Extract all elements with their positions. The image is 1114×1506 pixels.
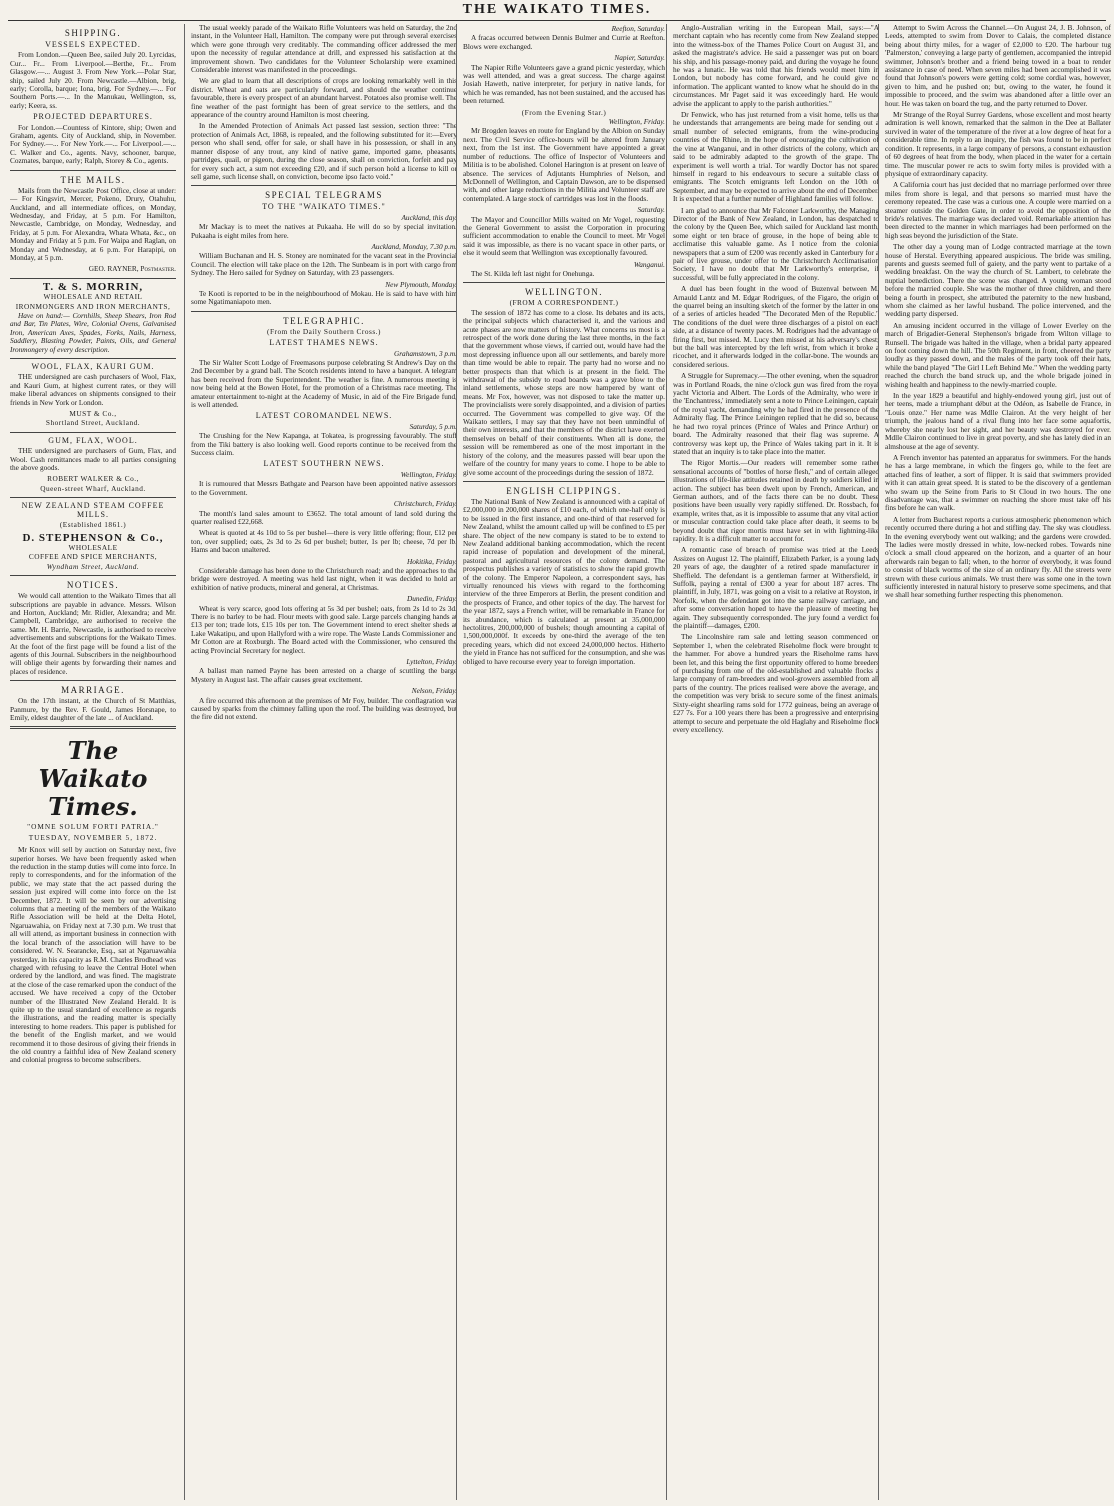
vessels-expected-heading: VESSELS EXPECTED. <box>45 40 141 49</box>
coromandel-news-text: The Crushing for the New Kapanga, at Tokatea, is progressing favourably. The stuff from the Tiki battery is also looking well. Good reports continue to be received from the Success claim. <box>191 431 457 458</box>
breach-of-promise-text: A romantic case of breach of promise was tried at the Leeds Assizes on August 12. The plaintiff, Elizabeth Parker, is a young lady 20 years of age, the daughter of a retired spade manufacturer in Sheffield. The defendant is a gentleman farmer at Withersfield, in Suffolk, paying a rental of £300 a year for about 187 acres. The plaintiff, in July, 1871, was going on a visit to a relative at Royston, in Norfolk, when the defendant got into the same railway carriage, and after some conversation hoped to have the pleasure of meeting her again. They subsequently corresponded. The jury found a verdict for the plaintiff—damages, £200. <box>673 545 879 631</box>
newspaper-motto: "OMNE SOLUM FORTI PATRIA." <box>27 822 159 832</box>
dateline: Dunedin, Friday. <box>406 594 457 604</box>
projected-departures-heading: PROJECTED DEPARTURES. <box>33 112 153 122</box>
dateline: Auckland, this day. <box>401 212 457 222</box>
southern-news-heading: LATEST SOUTHERN NEWS. <box>263 459 385 469</box>
bridal-party-text: An amusing incident occurred in the village of Lower Everley on the march of Brigadier-General Stephenson's brigade from Wilton village to Runsell. The brigade was halted in the village, when a bridal party appeared on foot coming down the hill. The 50th Regiment, in front, cheered the party loudly as they passed down, and the males of the party took off their hats, while the band played "The Girl I Left Behind Me." When the wedding party reached the church the band struck up, and the whole brigade joined in wishing health and happiness to the newly-married couple. <box>885 320 1111 389</box>
divider <box>10 680 176 681</box>
divider <box>10 170 176 171</box>
crops-text: We are glad to learn that all descriptions of crops are looking remarkably well in this district. Wheat and oats are particularly forward, and should the weather continue favourable, there is every prospect of an abundant harvest. Potatoes also promise well. The fine weather of the past fortnight has been of great service to the settlers, and the appearance of the country around Hamilton is most cheering. <box>191 76 457 120</box>
thames-news-heading: LATEST THAMES NEWS. <box>269 338 379 348</box>
dateline: Auckland, Monday, 7.30 p.m. <box>371 241 457 251</box>
telegraphic-heading: TELEGRAPHIC. <box>283 315 365 326</box>
wellington-article-text: The session of 1872 has come to a close. Its debates and its acts, the principal subjects which characterised it, and the various and acute phases are now matters of history. What concerns us most is a retrospect of the work done during the last three months, in the fact that the government whose views, if carried out, would have had the most depressing influence upon all our settlements, and barely more than time would be able to repair. The party had no worse and no better prospects than that which is at present in the field. The withdrawal of the subsidy to road boards was a grave blow to the inland settlements, whose steps are now hampered by want of means. Mr Fox, however, was not disposed to take the matter up. The provincialists were sorely disappointed, and a division of parties occurred. The Government was compelled to give way. Of the Waikato settlers, I may say that they have not been unmindful of their own interests, and that the members of the district have exerted themselves on behalf of their constituents. When all is done, the session will be remembered as one of the most important in the history of the colony, and the measures passed will bear upon the welfare of the country for many years to come. I hope to be able to give some account of the proceedings during the session of 1872. <box>463 307 665 477</box>
emigrants-text: Dr Fenwick, who has just returned from a visit home, tells us that he understands that arrangements are being made for sending out a small number of selected emigrants, from the wine-producing countries of the Rhine, in the hope of encouraging the cultivation of the vine at Wanganui, and in other districts of the colony, which are said to be admirably adapted to the growth of the grape. The experiment is well worth a trial. Tor wardly Doctor has not spared himself in regard to his endeavours to secure a suitable class of emigrants. The Scotch emigrants left London on the 10th of September, and may be expected to arrive about the end of December. It is expected that a further number of Highland families will follow. <box>673 110 879 204</box>
dateline: Wanganui. <box>633 259 665 269</box>
dateline: New Plymouth, Monday. <box>385 279 457 289</box>
grouse-text: I am glad to announce that Mr Falconer Larkworthy, the Managing Director of the Bank of New Zealand, in London, has despatched to the colony by the Queen Bee, which sailed for Auckland last month, some eight or ten brace of grouse, in the hope of being able to acclimatise this valuable game. As I notice from the colonial newspapers that a sum of £200 was recently asked in Canterbury for a pair of live grouse, under offer to the Christchurch Acclimatisation Society, I have no doubt that Mr Larkworthy's enterprise, if successful, will be fully appreciated in the colony. <box>673 205 879 282</box>
marriage-heading: MARRIAGE. <box>61 685 125 696</box>
marriage-text: On the 17th instant, at the Church of St Matthias, Panmure, by the Rev. F. Gould, James Horsnape, to Emily, eldest daughter of the late ... of Auckland. <box>10 696 176 722</box>
divider <box>10 432 176 433</box>
morrin-advert-trade: IRONMONGERS AND IRON MERCHANTS, <box>15 301 171 311</box>
english-clippings-heading: ENGLISH CLIPPINGS. <box>506 485 622 496</box>
wool-advert-heading: WOOL, FLAX, KAURI GUM. <box>31 362 155 371</box>
must-advert-address: Shortland Street, Auckland. <box>45 418 141 428</box>
projected-departures-text: For London.—Countess of Kintore, ship; Owen and Graham, agents. City of Auckland, ship, in November. For Sydney.—... For New York.—... For Liverpool.—... C. Walker and Co., agents. Navy, schooner, barque, Cozmates, barque, early; Ralph, Storey & Co., agents. <box>10 122 176 166</box>
dateline: Wellington, Friday. <box>608 117 665 127</box>
liege-marriage-text: The other day a young man of Lodge contracted marriage at the town house of Herstal. Everything appeared auspicious. The bride was smiling, parents and guests seemed full of gaiety, and the party went to partake of a wedding breakfast. On the way the church of St. Lambert, to celebrate the nuptial benediction. There the scene was changed. A young woman stood before the married couple. She was the mother of three children, and there being a fourth in prospect, she attributed the paternity to the new husband, whom she claimed as her lawful husband. The police intervened, and the wedding party dispersed. <box>885 242 1111 319</box>
notices-text: We would call attention to the Waikato Times that all subscriptions are payable in advance. Messrs. Wilson and Horton, Auckland; Mr. Ridler, Alexandra; and Mr. Campbell, Cambridge, are authorised to receive the same. Mr. H. Barrie, Newcastle, is authorised to receive advertisements and subscriptions for the Waikato Times. At the foot of the first page will be found a list of the agents of this Journal. Subscribers in the neighbourhood will oblige their agents by forwarding their names and places of residence. <box>10 591 176 676</box>
swimming-apparatus-text: A French inventor has patented an apparatus for swimmers. For the hands he has a large membrane, in which the fingers go, while to the feet are attached fins of leather, a sort of flipper. It is said that swimmers provided with it can attain great speed. It is stated to be the discovery of a gentleman who swam up the Seine from Paris to St Cloud in two hours. The one disadvantage was, that a swimmer on reaching the shore must take off his fins before he can walk. <box>885 452 1111 513</box>
wellington-heading: WELLINGTON. <box>524 287 604 298</box>
special-telegrams-subheading: TO THE "WAIKATO TIMES." <box>262 202 386 212</box>
vessels-expected-text: From London.—Queen Bee, sailed July 20. Lyrcidas, Cur... Fr... From Liverpool.—Berthe, Fr... From Glasgow.—... August 3. From New York.—Polar Star, ship, sailed July 20. From Newcastle.—Albion, brig, early; Corolla, barque; Iona, brig. For Sydney.—... For Southern Ports.—... In the Manukau, Wellington, ss, early; Keera, ss. <box>10 50 176 110</box>
wellington-news-text: Mr Brogden leaves en route for England by the Albion on Sunday next. The Civil Service office-hours will be altered from January next, from the 1st inst. The Government have appointed a great number of reductions. The office of Inspector of Volunteers and Militia is to be abolished. Colonel Harington is at present on leave of absence. The services of Adjutants Humphries of Nelson, and McDonnell of Wellington, and Captain Dawson, are to be dispensed with, and other large reductions in the Militia and Volunteer staff are contemplated. A large stock of cartridges was lost in the floods. <box>463 126 665 203</box>
divider <box>10 497 176 498</box>
reefton-text: A fracas occurred between Dennis Bulmer and Currie at Reefton. Blows were exchanged. <box>463 33 665 51</box>
telegram-text: William Buchanan and H. S. Stoney are nominated for the vacant seat in the Provincial Council. The election will take place on the 12th. The Sunbeam is in port with cargo from Sydney. The Hero sailed for Sydney on Saturday, with 23 passengers. <box>191 251 457 278</box>
column-1 <box>10 24 176 1500</box>
southern-news-text: Wheat is very scarce, good lots offering at 5s 3d per bushel; oats, from 2s 1d to 2s 3d. There is no barley to be had. Flour meets with good sale. Large parcels changing hands at £13 per ton; trade lots, £15 10s per ton. The Government intend to erect shelter sheds at Lake Wakatipu, and upon Hallyford with a wire rope. The Waste Lands Commissioner and Mr Cotton are at Roxburgh. The Board acted with the Commissioner, who censured the acting Provincial Secretary for neglect. <box>191 603 457 655</box>
ram-sale-text: The Lincolnshire ram sale and letting season commenced on September 1, when the celebrated Riseholme flock were brought to the hammer. For above a hundred years the Riseholme rams have been let, and this being the first opportunity offered to home breeders of purchasing from one of the old-established and valuable flocks a large company of ram-breeders and wool-growers assembled from all parts of the country. The prices realised were above the average, and the competition was very brisk to secure some of the finest animals. Sixty-eight shearling rams sold for 1772 guineas, being an average of £27 7s. For a 100 years there has been a progressive and enterprising attempt to secure and perpetuate the old Haglahy and Riseholme flock every excellency. <box>673 632 879 734</box>
divider <box>463 481 665 482</box>
telegraphic-source: (From the Daily Southern Cross.) <box>267 326 381 336</box>
divider <box>10 278 176 279</box>
column-3 <box>456 24 665 1500</box>
gum-advert-text: THE undersigned are purchasers of Gum, Flax, and Wool. Cash remittances made to all parties consigning the above goods. <box>10 446 176 473</box>
thames-news-text: The Sir Walter Scott Lodge of Freemasons purpose celebrating St Andrew's Day on the 2nd December by a grand ball. The Scotch residents intend to have a banquet. A telegram has been received from the Superintendent. The weather is fine. A numerous meeting is now being held at the Bowen Hotel, for the promotion of a Christmas race meeting. The amateur entertainment to-night at the Academy of Music, in aid of the Fire Brigade fund, is well attended. <box>191 358 457 410</box>
california-court-text: A California court has just decided that no marriage performed over three miles from shore is legal, and that persons so married must have the ceremony repeated. The case was a curious one. A couple were married on a steamer outside the Golden Gate, in order to avoid the opposition of the bride's relatives. The marriage was declared void. Remarkable attention has been directed to the manner in which marriages had been performed on the high seas beyond the jurisdiction of the State. <box>885 180 1111 240</box>
dateline: Wellington, Friday. <box>400 469 457 479</box>
newspaper-title: The Waikato Times. <box>38 736 148 822</box>
southern-news-text: A ballast man named Payne has been arrested on a charge of scuttling the barge Mystery in August last. The affair causes great excitement. <box>191 666 457 684</box>
coffee-advert-heading: NEW ZEALAND STEAM COFFEE MILLS. <box>21 501 165 519</box>
morrin-advert-text: Have on hand:— Cornhills, Sheep Shears, Iron Rod and Bar, Tin Plates, Wire, Colonial Ovens, Galvanised Iron, American Axes, Spades, Forks, Nails, Harness, Saddlery, Blasting Powder, Paints, Oils, and General Ironmongery of every description. <box>10 310 176 354</box>
animals-act-text: In the Amended Protection of Animals Act passed last session, section three: "The protection of Animals Act, 1868, is repealed, and the following substituted for it:—Every person who shall send, offer for sale, or shall have in his possession, or shall in any manner dispose of any trout, any kind of native game, imported game, pheasants, partridges, quail, or pigeon, during the close season, shall on conviction, forfeit and pay for every such act, a sum not exceeding £20, and if such person hold a license to kill or sell game, such license shall, on conviction, become ipso facto void." <box>191 121 457 181</box>
southern-news-text: Wheat is quoted at 4s 10d to 5s per bushel—there is very little offering; flour, £12 per ton, over supplied; oats, 2s 3d to 2s 6d per bushel; butter, 1s per lb; cheese, 7d per lb. Hams and bacon unaltered. <box>191 528 457 555</box>
wool-advert-text: THE undersigned are cash purchasers of Wool, Flax, and Kauri Gum, at highest current rates, or they will make liberal advances on shipments consigned to their friends in New York or London. <box>10 372 176 407</box>
gum-advert-address: Queen-street Wharf, Auckland. <box>40 483 146 493</box>
column-2 <box>184 24 457 1500</box>
dateline: Reefton, Saturday. <box>611 24 665 33</box>
gum-advert-heading: GUM, FLAX, WOOL. <box>48 435 138 445</box>
dateline: Lyttelton, Friday. <box>406 657 457 666</box>
mails-heading: THE MAILS. <box>60 174 126 185</box>
dateline: Christchurch, Friday. <box>393 499 457 509</box>
supremacy-text: A Struggle for Supremacy.—The other evening, when the squadron was in Portland Roads, the nine o'clock gun was fired from the royal yacht Victoria and Albert. The Lords of the Admiralty, who were in the 'Enchantress,' immediately sent a note to Prince Leiningen, captain of the royal yacht, demanding why he had fired in the presence of the Admiralty flag. The Prince Leiningen replied that he did so, because he had two royal princes (Prince of Wales and Prince Arthur) on board. The Admiralty reasoned that their flag was supreme. A controversy was kept up, the Prince of Wales taking part in it. It is stated that an inquiry is to take place into the matter. <box>673 371 879 456</box>
coffee-advert-address: Wyndham Street, Auckland. <box>46 561 140 571</box>
dateline: Grahamstown, 3 p.m. <box>393 348 457 358</box>
editorial-text: Mr Knox will sell by auction on Saturday next, five superior horses. We have been frequently asked when the reduction in the stamp duties will come into force. In reply to correspondents, and for the information of the public, we may state that the act passed during the session just expired will come into force on the 1st December, 1872. It will be seen by our advertising columns that a meeting of the members of the Waikato Rifle Association will be held at the Delta Hotel, Ngaruawahia, on Friday next at 7.30 p.m. We trust that all will attend, as important business in connection with the local branch of the association will have to be considered. W. N. Searancke, Esq., sat at Ngaruawahia yesterday, in his capacity as R.M. Charles Brodhead was charged with refusing to leave the Central Hotel when ordered by the landlord, and was fined. The magistrate at the close of the case remarked upon the conduct of the accused. We have received a copy of the October number of the Illustrated New Zealand Herald. It is quite up to the usual standard of excellence as regards the illustrations, and the reading matter is specially interesting to home readers. This paper is published for the benefit of the English market, and we would recommend it to those desirous of giving their friends in the old country a faithful idea of New Zealand scenery and colonial progress to become subscribers. <box>10 845 176 1065</box>
volunteer-parade-text: The usual weekly parade of the Waikato Rifle Volunteers was held on Saturday, the 2nd instant, in the Volunteer Hall, Hamilton. The company were put through several exercises which were gone through very creditably. The commanding officer addressed the men upon the necessity of regular attendance at drill, and expressed his satisfaction at the improvement shown. Two candidates for the Volunteer Scholarship were examined. Considerable interest was manifested in the proceedings. <box>191 24 457 75</box>
divider <box>463 282 665 283</box>
rigor-mortis-text: The Rigor Mortis.—Our readers will remember some rather sensational accounts of "bottles of horse flesh," and of certain alleged illustrations of life-like attitudes retained in death by soldiers killed in action. The subject has been dwelt upon by French, American, and German authors, and of the facts there can be no doubt. These positions have been usually very rapidly stiffened. Dr. Rossbach, for example, writes that, as it is impossible to assume that any vital action or muscular contraction could take place after death, it seems to be beyond doubt that rigor mortis must have set in with lightning-like rapidity. It is a difficult matter to account for. <box>673 458 879 543</box>
divider <box>191 311 457 312</box>
southern-news-text: A fire occurred this afternoon at the premises of Mr Foy, builder. The conflagration was caused by sparks from the chimney falling upon the roof. The building was destroyed, but the fire did not extend. <box>191 695 457 722</box>
actress-text: In the year 1829 a beautiful and highly-endowed young girl, just out of her teens, made a triumphant début at the Odéon, as Isabelle de France, in "Louis onze." Her name was Mdlle Clairon. At the very height of her triumph, the jealous hand of a rival flung into her face some aquafortis, whereby she nearly lost her sight, and her beauty was destroyed for ever. Mdlle Clairon continued to live in great poverty, and she has lately died in an almshouse at the age of seventy. <box>885 391 1111 451</box>
dateline: Saturday, 5 p.m. <box>409 421 457 431</box>
coffee-advert-trade: COFFEE AND SPICE MERCHANTS, <box>28 552 158 562</box>
coromandel-news-heading: LATEST COROMANDEL NEWS. <box>255 411 393 421</box>
divider <box>10 358 176 359</box>
telegram-text: Te Kooti is reported to be in the neighbourhood of Mokau. He is said to have with him some Ngatimaniapoto men. <box>191 288 457 307</box>
shipping-heading: SHIPPING. <box>64 28 122 38</box>
column-5 <box>878 24 1111 1500</box>
lunatic-passenger-text: Anglo-Australian writing in the European Mail, says:—"A merchant captain who has recently come from New Zealand stepped into the witness-box of the Thames Police Court on August 31, and asked the magistrate's advice. He said a passenger was put on board his ship, and his passage-money paid, and during the voyage he found he was a lunatic. He was told that his friends would meet him in London, but nobody has come forward, and he could give no information. The applicant wanted to know what he should do in the circumstances. Mr Paget said it was exceedingly hard. He would advise the applicant to apply to the parish authorities." <box>673 24 879 108</box>
masthead-rule <box>8 20 1106 21</box>
special-telegrams-heading: SPECIAL TELEGRAMS <box>265 190 383 201</box>
southern-news-text: The month's land sales amount to £3652. The total amount of land sold during the quarter realised £22,668. <box>191 508 457 526</box>
telegram-text: Mr Mackay is to meet the natives at Pukaaha. He will do so by special invitation. Pukaaha is eight miles from here. <box>191 222 457 240</box>
dateline: Saturday. <box>637 205 665 215</box>
evening-star-source: (From the Evening Star.) <box>521 107 607 117</box>
must-advert-name: MUST & Co., <box>69 409 117 419</box>
morrin-advert-name: T. & S. MORRIN, <box>42 280 144 293</box>
coffee-advert-line: WHOLESALE <box>68 542 118 552</box>
bucharest-text: A letter from Bucharest reports a curious atmospheric phenomenon which recently occurred there during a hot and stifling day. The sky was cloudless. In the evening everybody went out walking; and the gardens were crowded. The ladies were mostly dressed in white, low-necked robes. Towards nine o'clock a small cloud appeared on the horizon, and a quarter of an hour afterwards rain began to fall; when, to the horror of everybody, it was found to consist of black worms of the size of an ordinary fly. All the streets were strewn with these curious animals. We trust there was some one in the town sufficiently interested in natural history to preserve some specimens, and that we shall hear something further respecting this phenomenon. <box>885 514 1111 600</box>
mayor-text: The Mayor and Councillor Mills waited on Mr Vogel, requesting the General Government to assist the Corporation in procuring sufficient accommodation to enable the Council to meet. Mr Vogel said it was impossible, as there is no vacant space in other parts, or else it would seem that Wellington was exceptionally favoured. <box>463 214 665 258</box>
gum-advert-name: ROBERT WALKER & Co., <box>47 474 139 484</box>
double-divider <box>10 726 176 729</box>
dateline: Napier, Saturday. <box>614 53 665 63</box>
napier-text: The Napier Rifle Volunteers gave a grand picnic yesterday, which was well attended, and was a great success. The charge against Josiah Haweth, native interpreter, for perjury in native lands, for which he was remanded, has not been sustained, and the accused has been returned. <box>463 62 665 106</box>
southern-news-text: It is rumoured that Messrs Bathgate and Pearson have been appointed native assessors to the Government. <box>191 479 457 497</box>
wanganui-text: The St. Kilda left last night for Onehunga. <box>471 268 595 278</box>
mails-text: Mails from the Newcastle Post Office, close at under:— For Kingsvirt, Mercer, Pokeno, Drury, Otahuhu, Auckland, and all intermediate offices, on Monday, Wednesday, and Friday, at 5 p.m. For Hamilton, Newcastle, Cambridge, on Monday, Wednesday, and Friday, at 5 p.m. For Alexandra, Whata Whata, &c., on Monday and Friday at 5 p.m. For Waipa and Raglan, on Monday and Wednesday, at 6 p.m. For Harapipi, on Monday, at 5 p.m. <box>10 185 176 262</box>
divider <box>191 185 457 186</box>
issue-date: TUESDAY, NOVEMBER 5, 1872. <box>28 832 158 842</box>
duel-text: A duel has been fought in the wood of Buzenval between M. Arnauld Lantz and M. Edgar Rodrigues, of the Figaro, the origin of the quarrel being an insulting sketch of the former by the latter in one of a series of articles headed "The Decorated Men of the Republic." The conditions of the duel were three discharges of a pistol on each side, at a distance of twenty paces. M. Rodrigues had the advantage of firing first, but missed. M. Lucy then missed at his adversary's chest; but the ball was intercepted by the left wrist, from which it broke a ricochet, and it afterwards lodged in the collar-bone. The wounds are considered serious. <box>673 284 879 369</box>
column-4 <box>666 24 879 1500</box>
dateline: Nelson, Friday. <box>411 686 457 696</box>
correspondent-note: (FROM A CORRESPONDENT.) <box>509 298 619 308</box>
masthead: THE WAIKATO TIMES. <box>462 2 652 17</box>
morrin-advert-line: WHOLESALE AND RETAIL <box>43 292 143 302</box>
mails-signature: GEO. RAYNER, Postmaster. <box>88 264 176 274</box>
strange-text: Mr Strange of the Royal Surrey Gardens, whose excellent and most hearty admiration is well known, remarked that the salmon in the Dee at Ballater survived in water of the temperature of the river at a low degree of heat for a considerable time. In reply to an inquiry, the fish was found to be in perfect condition. It represents, in a large company of persons, a constant exhaustion of 60 degrees of heat from the body, when placed in the water for a certain time. The muscular power re acts to swim forty miles is provided with a physique of extraordinary capacity. <box>885 110 1111 178</box>
coffee-advert-established: (Established 1861.) <box>59 520 127 530</box>
southern-news-text: Considerable damage has been done to the Christchurch road; and the approaches to the bridge were destroyed. A meeting was held last night, when it was decided to hold an exhibition of native products, mineral and general, at Christmas. <box>191 565 457 592</box>
coffee-advert-name: D. STEPHENSON & Co., <box>22 531 164 544</box>
dateline: Hokitika, Friday. <box>406 556 457 566</box>
channel-swim-text: Attempt to Swim Across the Channel.—On August 24, J. B. Johnson, of Leeds, attempted to swim from Dover to Calais, the completed distance being about thirty miles, for a wager of £2,000 to £20. The harbour tug 'Palmerston,' conveying a large party of gentlemen, accompanied the intrepid swimmer, Johnson's brother and a friend being towed in a boat to render assistance in case of need. When seven miles had been accomplished it was found that Johnson's powers were getting cold; some cordial was, however, given to him, and he pushed on; but, owing to the water, he found it impossible to proceed, and the swim was abandoned after a little over an hour. He was taken on board the tug, and the party returned to Dover. <box>885 24 1111 108</box>
divider <box>10 575 176 576</box>
english-clippings-text: The National Bank of New Zealand is announced with a capital of £2,000,000 in 200,000 shares of £10 each, of which one-half only is to be issued in the first instance, and one-third of that reserved for New Zealand, whilst the amount called up will be confined to £5 per share. The object of the new company is stated to be to extend to New Zealand additional banking accommodation, which the recent rapid increase of population and development of the mineral, pastoral and agricultural resources of the colony demand. The prospectus publishes a variety of statistics to show the rapid growth of the colony. The Emperor Napoleon, a correspondent says, has virtually renounced his views with regard to the forthcoming interview of the three Emperors at Berlin, the present condition and the prospects of France, and other topics of the day. The harvest for the year 1872, says a French writer, will be remarkable in France for its abundance, which is calculated at present at 35,000,000 hectolitres, 200,000,000 of bushels; though amounting a capital of 1,500,000,000f. It exceeds by one-third the average of the ten preceding years, which did not exceed 24,000,000 hectos. Hitherto the yield in France has not sufficed for the consumption, and she was obliged to have recourse every year to foreign importation. <box>463 496 665 666</box>
notices-heading: NOTICES. <box>66 580 120 591</box>
